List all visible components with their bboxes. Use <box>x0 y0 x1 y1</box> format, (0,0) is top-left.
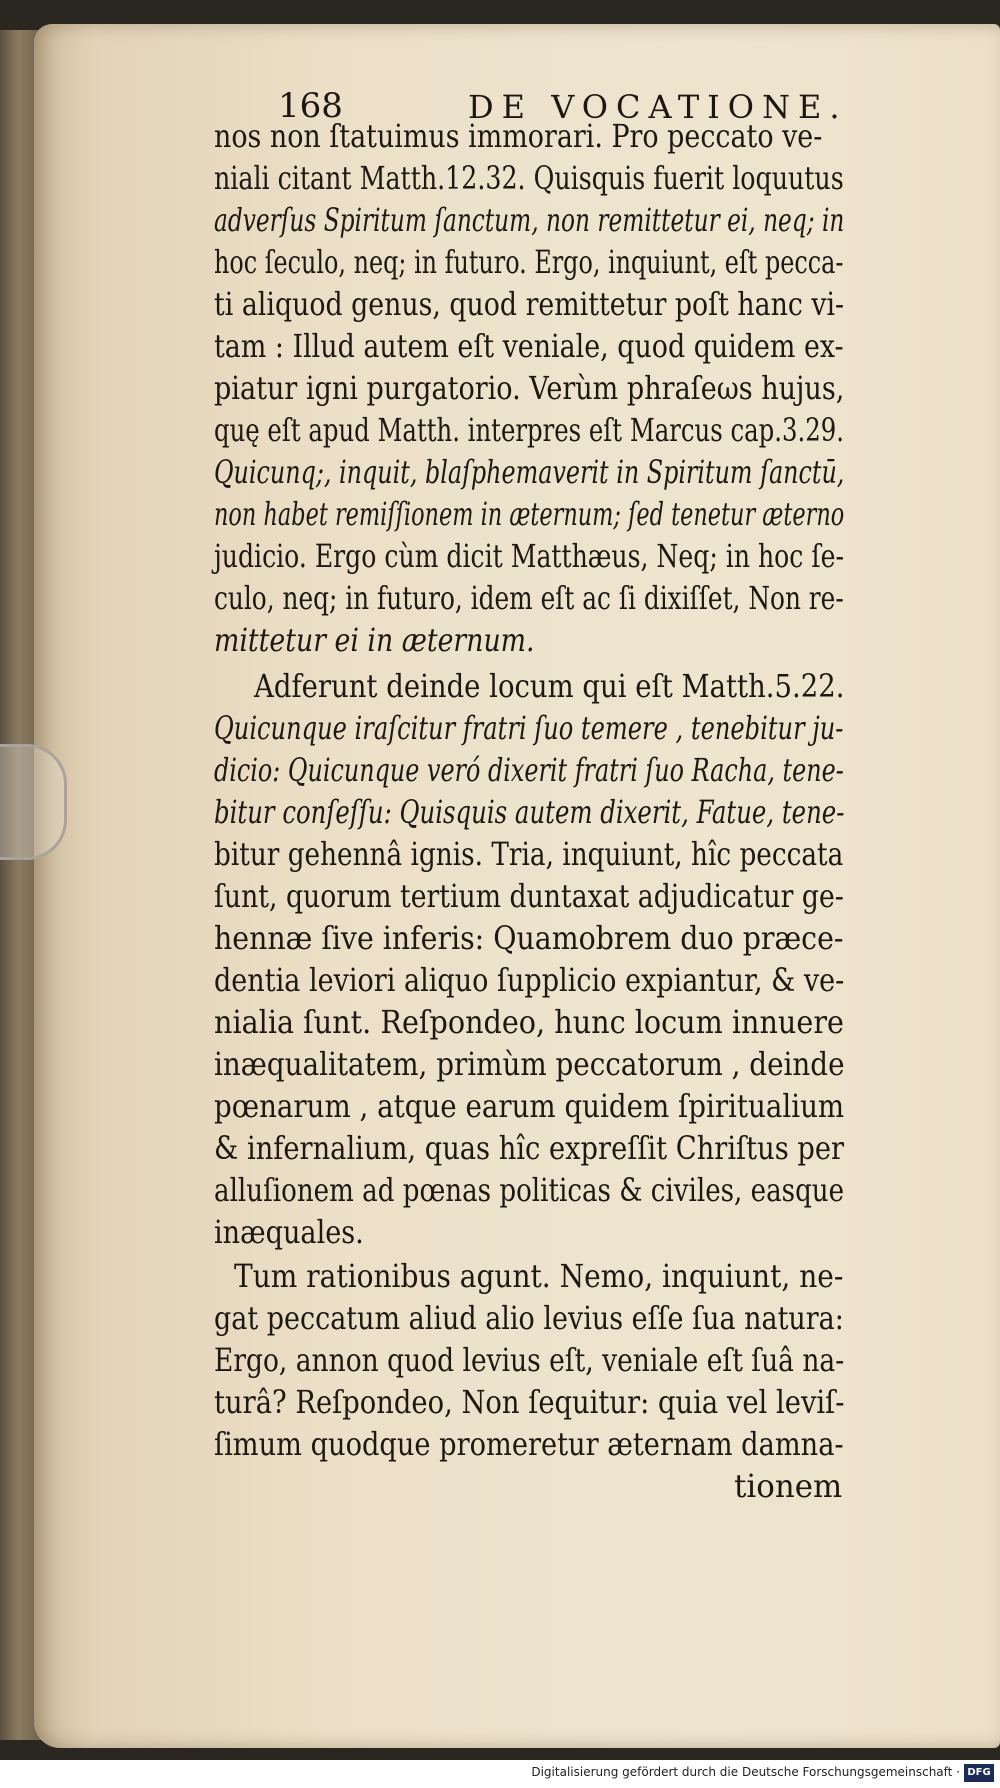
text-line: ſunt, quorum tertium duntaxat adjudicatur ge- <box>214 877 844 915</box>
text-line: gat peccatum aliud alio levius eſſe ſua natura: <box>214 1299 844 1337</box>
text-line: alluſionem ad pœnas politicas & civiles, easque <box>214 1171 845 1209</box>
page-clip <box>0 744 67 860</box>
text-line: inæqualitatem, primùm peccatorum , deinde <box>214 1045 845 1083</box>
dfg-logo: DFG <box>964 1764 994 1782</box>
text-line: Tum rationibus agunt. Nemo, inquiunt, ne- <box>234 1257 844 1295</box>
text-line: niali citant Matth.12.32. Quisquis fuerit loquutus <box>214 159 844 197</box>
text-line: hennæ ſive inferis: Quamobrem duo præce- <box>214 919 844 957</box>
text-line: nos non ſtatuimus immorari. Pro peccato ve- <box>214 117 823 155</box>
text-line: judicio. Ergo cùm dicit Matthæus, Neq; in hoc ſe- <box>214 537 845 575</box>
text-line: tionem <box>734 1467 843 1505</box>
footer-credit: Digitalisierung gefördert durch die Deutsche Forschungsgemeinschaft · <box>531 1765 960 1779</box>
book-page <box>34 24 1000 1748</box>
text-line: ti aliquod genus, quod remittetur poſt hanc vi- <box>214 285 845 323</box>
text-line: piatur igni purgatorio. Verùm phraſeωs hujus, <box>214 369 845 407</box>
text-line: pœnarum , atque earum quidem ſpiritualium <box>214 1087 845 1125</box>
text-line: hoc ſeculo, neq; in futuro. Ergo, inquiunt, eſt pecca- <box>214 243 844 281</box>
page-number: 168 <box>278 86 343 126</box>
text-line: nialia ſunt. Reſpondeo, hunc locum innuere <box>214 1003 844 1041</box>
text-line: non habet remiſſionem in æternum; ſed tenetur æterno <box>214 495 845 533</box>
text-line: tam : Illud autem eſt veniale, quod quidem ex- <box>214 327 844 365</box>
text-line: Quicunq;, inquit, blaſphemaverit in Spiritum ſanctū, <box>214 453 845 491</box>
text-line: Adferunt deinde locum qui eſt Matth.5.22. <box>254 667 845 705</box>
text-line: dicio: Quicunque veró dixerit fratri ſuo Racha, tene- <box>214 751 844 789</box>
text-line: turâ? Reſpondeo, Non ſequitur: quia vel leviſ- <box>214 1383 845 1421</box>
digitization-footer <box>0 1760 1000 1788</box>
text-line: quę eſt apud Matth. interpres eſt Marcus cap.3.29. <box>214 411 844 449</box>
text-line: Ergo, annon quod levius eſt, veniale eſt ſuâ na- <box>214 1341 845 1379</box>
running-title: DE VOCATIONE. <box>468 88 848 126</box>
text-line: adverſus Spiritum ſanctum, non remittetur ei, neq; in <box>214 201 845 239</box>
text-line: mittetur ei in æternum. <box>214 621 535 659</box>
text-line: bitur gehennâ ignis. Tria, inquiunt, hîc peccata <box>214 835 844 873</box>
text-line: Quicunque iraſcitur fratri ſuo temere , tenebitur ju- <box>214 709 844 747</box>
text-line: dentia leviori aliquo ſupplicio expiantur, & ve- <box>214 961 845 999</box>
text-line: culo, neq; in futuro, idem eſt ac ſi dixiſſet, Non re- <box>214 579 844 617</box>
text-line: bitur conſeſſu: Quisquis autem dixerit, Fatue, tene- <box>214 793 845 831</box>
text-line: inæquales. <box>214 1213 364 1251</box>
text-line: ſimum quodque promeretur æternam damna- <box>214 1425 844 1463</box>
text-line: & infernalium, quas hîc expreſſit Chriſtus per <box>214 1129 845 1167</box>
